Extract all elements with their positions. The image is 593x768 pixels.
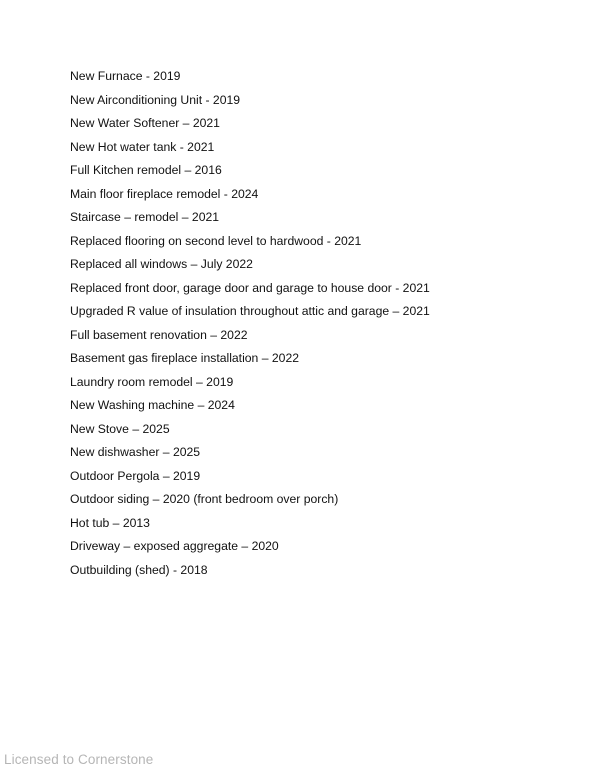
- list-item: Full Kitchen remodel – 2016: [70, 163, 222, 177]
- list-item: Outdoor Pergola – 2019: [70, 468, 201, 483]
- list-item: Main floor fireplace remodel - 2024: [70, 186, 259, 201]
- list-item: Staircase – remodel – 2021: [70, 210, 220, 224]
- list-item: Full basement renovation – 2022: [70, 327, 248, 342]
- list-item: New Stove – 2025: [70, 421, 170, 436]
- list-item: New dishwasher – 2025: [70, 445, 201, 459]
- list-item: Replaced all windows – July 2022: [70, 257, 253, 271]
- list-item: Replaced flooring on second level to hardwood - 2021: [70, 233, 362, 248]
- list-item: Hot tub – 2013: [70, 515, 150, 530]
- upgrades-list: [70, 68, 430, 585]
- list-item: Outdoor siding – 2020 (front bedroom over porch): [70, 492, 339, 506]
- list-item: Replaced front door, garage door and garage to house door - 2021: [70, 280, 430, 295]
- list-item: Laundry room remodel – 2019: [70, 374, 234, 389]
- list-item: New Hot water tank - 2021: [70, 139, 215, 154]
- list-item: Outbuilding (shed) - 2018: [70, 562, 208, 577]
- list-item: Upgraded R value of insulation throughout attic and garage – 2021: [70, 304, 430, 318]
- watermark-text: Licensed to Cornerstone: [4, 752, 154, 767]
- list-item: New Airconditioning Unit - 2019: [70, 92, 241, 107]
- list-item: New Water Softener – 2021: [70, 116, 220, 130]
- list-item: New Washing machine – 2024: [70, 398, 235, 412]
- list-item: New Furnace - 2019: [70, 69, 181, 83]
- list-item: Driveway – exposed aggregate – 2020: [70, 539, 279, 553]
- list-item: Basement gas fireplace installation – 2022: [70, 351, 299, 365]
